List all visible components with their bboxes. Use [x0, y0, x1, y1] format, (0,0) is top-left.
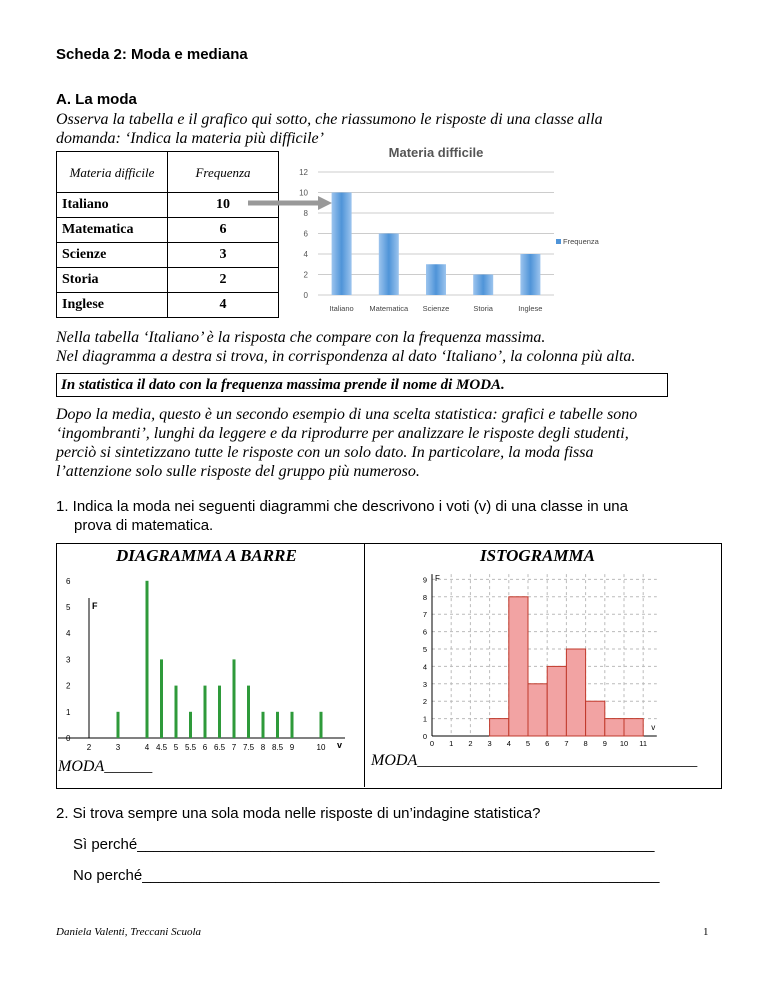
x-tick-label: 2 [86, 743, 92, 752]
y-tick-label: 1 [422, 714, 427, 724]
histogram-title: ISTOGRAMMA [480, 546, 595, 565]
frame-divider [364, 543, 365, 787]
table-header-materia: Materia difficile [57, 152, 168, 193]
table-cell-materia: Inglese [57, 293, 168, 318]
y-tick-label: 2 [422, 697, 427, 707]
x-tick-label: 5 [525, 739, 531, 748]
y-tick-label: 12 [299, 168, 308, 177]
bar [320, 712, 323, 738]
chart-materia-difficile [282, 140, 612, 313]
x-axis-label: v [337, 740, 343, 750]
footer-author: Daniela Valenti, Treccani Scuola [56, 926, 202, 938]
x-tick-label: 4.5 [155, 743, 168, 752]
table-cell-materia: Italiano [57, 193, 168, 218]
histogram-bar [490, 719, 509, 736]
y-tick-label: 2 [303, 270, 308, 280]
y-tick-label: 6 [303, 229, 308, 239]
page-number: 1 [703, 926, 709, 938]
x-tick-label: 2 [468, 739, 473, 748]
intro-line-1: Osserva la tabella e il grafico qui sotto, che riassumono le risposte di una classe alla [56, 111, 603, 128]
bar [379, 234, 399, 296]
y-tick-label: 9 [422, 575, 427, 585]
x-tick-label: 8.5 [271, 743, 284, 752]
x-tick-label: 4 [506, 739, 511, 748]
chart-diagramma-a-barre [58, 576, 360, 758]
question-1-line-1: 1. Indica la moda nei seguenti diagrammi che descrivono i voti (v) di una classe in una [56, 498, 628, 515]
bar [204, 686, 207, 738]
chart-title: Materia difficile [388, 145, 484, 160]
moda-answer-histogram[interactable]: MODA___________________________________ [371, 752, 698, 769]
y-tick-label: 8 [303, 209, 308, 218]
y-tick-label: 0 [422, 732, 427, 741]
x-tick-label: 8 [260, 743, 266, 752]
histogram-bar [624, 719, 643, 736]
table-header-row [57, 152, 279, 193]
legend-swatch [556, 239, 561, 244]
y-tick-label: 4 [303, 250, 308, 259]
answer-no-line[interactable]: No perché______________________________________________________________ [73, 867, 660, 884]
histogram-bar [566, 649, 585, 736]
y-tick-label: 3 [66, 655, 71, 665]
y-axis-label: F [435, 574, 440, 584]
table-row [57, 293, 279, 318]
histogram-bar [528, 684, 547, 736]
explanation-line-2: ‘ingombranti’, lunghi da leggere e da riprodurre per analizzare le risposte degli studenti, [56, 425, 629, 442]
y-tick-label: 4 [66, 629, 71, 639]
x-tick-label: 3 [487, 739, 492, 748]
table-cell-freq: 6 [168, 218, 279, 243]
answer-yes-line[interactable]: Sì perché______________________________________________________________ [73, 836, 655, 853]
y-tick-label: 3 [422, 679, 427, 689]
x-tick-label: Italiano [329, 304, 354, 313]
question-1-line-2: prova di matematica. [74, 517, 214, 534]
x-tick-label: 4 [144, 743, 150, 752]
x-tick-label: 1 [449, 739, 454, 748]
x-tick-label: 7 [564, 739, 569, 748]
histogram-bar [586, 701, 605, 736]
x-tick-label: 9 [602, 739, 607, 748]
bar [426, 264, 446, 295]
intro-line-2: domanda: ‘Indica la materia più difficile’ [56, 130, 324, 147]
x-tick-label: 5.5 [184, 743, 197, 752]
table-cell-freq: 4 [168, 293, 279, 318]
bar [175, 686, 178, 738]
explanation-line-3: perciò si sintetizzano tutte le risposte con un solo dato. In particolare, la moda fissa [56, 444, 594, 461]
bar [117, 712, 120, 738]
table-cell-materia: Scienze [57, 243, 168, 268]
x-tick-label: 6 [545, 739, 550, 748]
bar [473, 275, 493, 296]
bar [146, 581, 149, 738]
frequency-table [56, 151, 279, 318]
x-tick-label: Inglese [518, 304, 543, 313]
y-tick-label: 5 [66, 603, 71, 612]
x-tick-label: Matematica [369, 304, 409, 313]
note-line-1: Nella tabella ‘Italiano’ è la risposta che compare con la frequenza massima. [56, 329, 546, 346]
y-axis-label: F [92, 601, 98, 611]
bar [247, 686, 250, 738]
table-cell-freq: 2 [168, 268, 279, 293]
x-tick-label: 0 [429, 739, 435, 748]
bar [160, 659, 163, 738]
x-tick-label: 3 [115, 743, 121, 752]
page-title: Scheda 2: Moda e mediana [56, 46, 248, 63]
x-tick-label: Storia [473, 304, 493, 313]
histogram-bar [509, 597, 528, 736]
y-tick-label: 6 [66, 576, 71, 586]
x-tick-label: 8 [583, 739, 588, 748]
table-row [57, 243, 279, 268]
x-axis-label: v [651, 723, 656, 732]
x-tick-label: 10 [316, 743, 326, 752]
bar [276, 712, 279, 738]
x-tick-label: 11 [639, 739, 648, 748]
moda-answer-bar[interactable]: MODA______ [58, 758, 153, 775]
legend-label: Frequenza [563, 237, 599, 246]
y-tick-label: 1 [66, 707, 71, 717]
y-tick-label: 2 [66, 681, 71, 691]
section-heading-moda: A. La moda [56, 91, 137, 108]
y-tick-label: 4 [422, 662, 427, 672]
bar [233, 659, 236, 738]
bar [332, 193, 352, 296]
x-tick-label: 6 [202, 743, 208, 752]
bar [218, 686, 221, 738]
explanation-line-1: Dopo la media, questo è un secondo esempio di una scelta statistica: grafici e tabelle sono [56, 406, 638, 423]
note-line-2: Nel diagramma a destra si trova, in corrispondenza al dato ‘Italiano’, la colonna più alta. [56, 348, 636, 365]
y-tick-label: 6 [422, 627, 427, 637]
y-tick-label: 5 [422, 645, 427, 654]
table-cell-freq: 10 [168, 193, 279, 218]
bar [262, 712, 265, 738]
question-2: 2. Si trova sempre una sola moda nelle risposte di un’indagine statistica? [56, 805, 541, 822]
table-row [57, 218, 279, 243]
table-header-frequenza: Frequenza [168, 152, 279, 193]
moda-definition-box: In statistica il dato con la frequenza massima prende il nome di MODA. [56, 373, 668, 397]
chart-istogramma [416, 562, 706, 758]
x-tick-label: 9 [289, 743, 295, 752]
x-tick-label: 5 [173, 743, 179, 752]
x-tick-label: 10 [619, 739, 629, 748]
bar [520, 254, 540, 295]
x-tick-label: 6.5 [213, 743, 226, 752]
x-tick-label: 7 [231, 743, 237, 752]
bar [291, 712, 294, 738]
y-tick-label: 7 [422, 610, 427, 620]
explanation-line-4: l’attenzione solo sulle risposte del gruppo più numeroso. [56, 463, 420, 480]
histogram-bar [605, 719, 624, 736]
bar [189, 712, 192, 738]
y-tick-label: 10 [299, 188, 308, 198]
x-tick-label: 7.5 [242, 743, 255, 752]
x-tick-label: Scienze [422, 304, 450, 313]
y-tick-label: 8 [422, 592, 427, 602]
table-cell-freq: 3 [168, 243, 279, 268]
y-tick-label: 0 [66, 734, 71, 743]
table-row [57, 268, 279, 293]
histogram-bar [547, 666, 566, 736]
bar-chart-title: DIAGRAMMA A BARRE [116, 546, 297, 565]
y-tick-label: 0 [303, 291, 308, 300]
table-cell-materia: Matematica [57, 218, 168, 243]
table-cell-materia: Storia [57, 268, 168, 293]
